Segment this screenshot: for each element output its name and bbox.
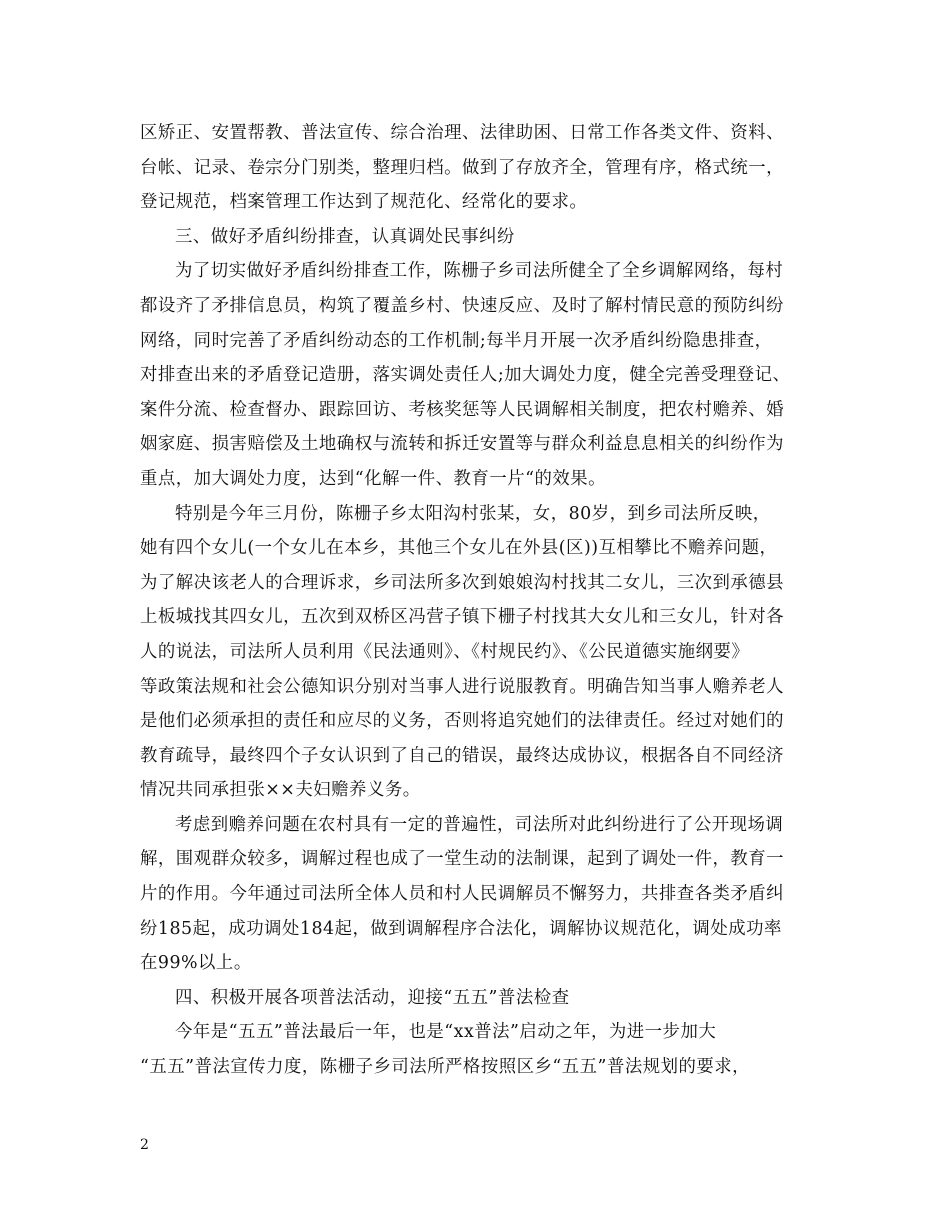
text-line: 对排查出来的矛盾登记造册，落实调处责任人;加大调处力度，健全完善受理登记、 xyxy=(140,365,791,386)
text-line: 网络，同时完善了矛盾纠纷动态的工作机制;每半月开展一次矛盾纠纷隐患排查， xyxy=(140,330,773,351)
text-line: 特别是今年三月份，陈栅子乡太阳沟村张某，女，80岁，到乡司法所反映， xyxy=(175,503,771,524)
text-line: 人的说法，司法所人员利用《民法通则》、《村规民约》、《公民道德实施纲要》 xyxy=(140,641,750,662)
text-line: 都设齐了矛排信息员，构筑了覆盖乡村、快速反应、及时了解村情民意的预防纠纷 xyxy=(140,295,785,316)
page-number: 2 xyxy=(140,1137,149,1153)
text-line: 解，围观群众较多，调解过程也成了一堂生动的法制课，起到了调处一件，教育一 xyxy=(140,849,785,870)
text-line: 为了解决该老人的合理诉求，乡司法所多次到娘娘沟村找其二女儿，三次到承德县 xyxy=(140,572,785,593)
text-line: 重点，加大调处力度，达到“化解一件、教育一片“的效果。 xyxy=(140,468,607,489)
text-line: 为了切实做好矛盾纠纷排查工作，陈栅子乡司法所健全了全乡调解网络，每村 xyxy=(175,261,784,282)
text-line: 案件分流、检查督办、跟踪回访、考核奖惩等人民调解相关制度，把农村赡养、婚 xyxy=(140,399,785,420)
text-line: “五五”普法宣传力度，陈栅子乡司法所严格按照区乡“五五”普法规划的要求， xyxy=(140,1057,751,1078)
text-line: 登记规范，档案管理工作达到了规范化、经常化的要求。 xyxy=(140,192,588,213)
text-line: 在99%以上。 xyxy=(140,953,252,974)
document-body xyxy=(140,116,820,1085)
text-line: 纷185起，成功调处184起，做到调解程序合法化，调解协议规范化，调处成功率 xyxy=(140,918,782,939)
text-line: 区矫正、安置帮教、普法宣传、综合治理、法律助困、日常工作各类文件、资料、 xyxy=(140,123,785,143)
text-line: 三、做好矛盾纠纷排查，认真调处民事纠纷 xyxy=(175,226,515,247)
text-line: 姻家庭、损害赔偿及土地确权与流转和拆迁安置等与群众利益息息相关的纠纷作为 xyxy=(140,434,785,455)
text-line: 她有四个女儿(一个女儿在本乡，其他三个女儿在外县(区))互相攀比不赡养问题， xyxy=(140,538,778,559)
text-line: 情况共同承担张××夫妇赡养义务。 xyxy=(140,780,421,801)
text-line: 台帐、记录、卷宗分门别类，整理归档。做到了存放齐全，管理有序，格式统一， xyxy=(140,157,785,178)
text-line: 考虑到赡养问题在农村具有一定的普遍性，司法所对此纠纷进行了公开现场调 xyxy=(175,814,784,835)
text-line: 片的作用。今年通过司法所全体人员和村人民调解员不懈努力，共排查各类矛盾纠 xyxy=(140,884,785,905)
text-line: 上板城找其四女儿，五次到双桥区冯营子镇下栅子村找其大女儿和三女儿，针对各 xyxy=(140,607,785,628)
text-line: 今年是“五五”普法最后一年，也是“xx普法”启动之年，为进一步加大 xyxy=(175,1022,717,1043)
text-line: 教育疏导，最终四个子女认识到了自己的错误，最终达成协议，根据各自不同经济 xyxy=(140,745,785,766)
text-line: 等政策法规和社会公德知识分别对当事人进行说服教育。明确告知当事人赡养老人 xyxy=(140,676,785,697)
text-line: 是他们必须承担的责任和应尽的义务，否则将追究她们的法律责任。经过对她们的 xyxy=(140,711,785,732)
text-line: 四、积极开展各项普法活动，迎接“五五”普法检查 xyxy=(175,987,570,1008)
